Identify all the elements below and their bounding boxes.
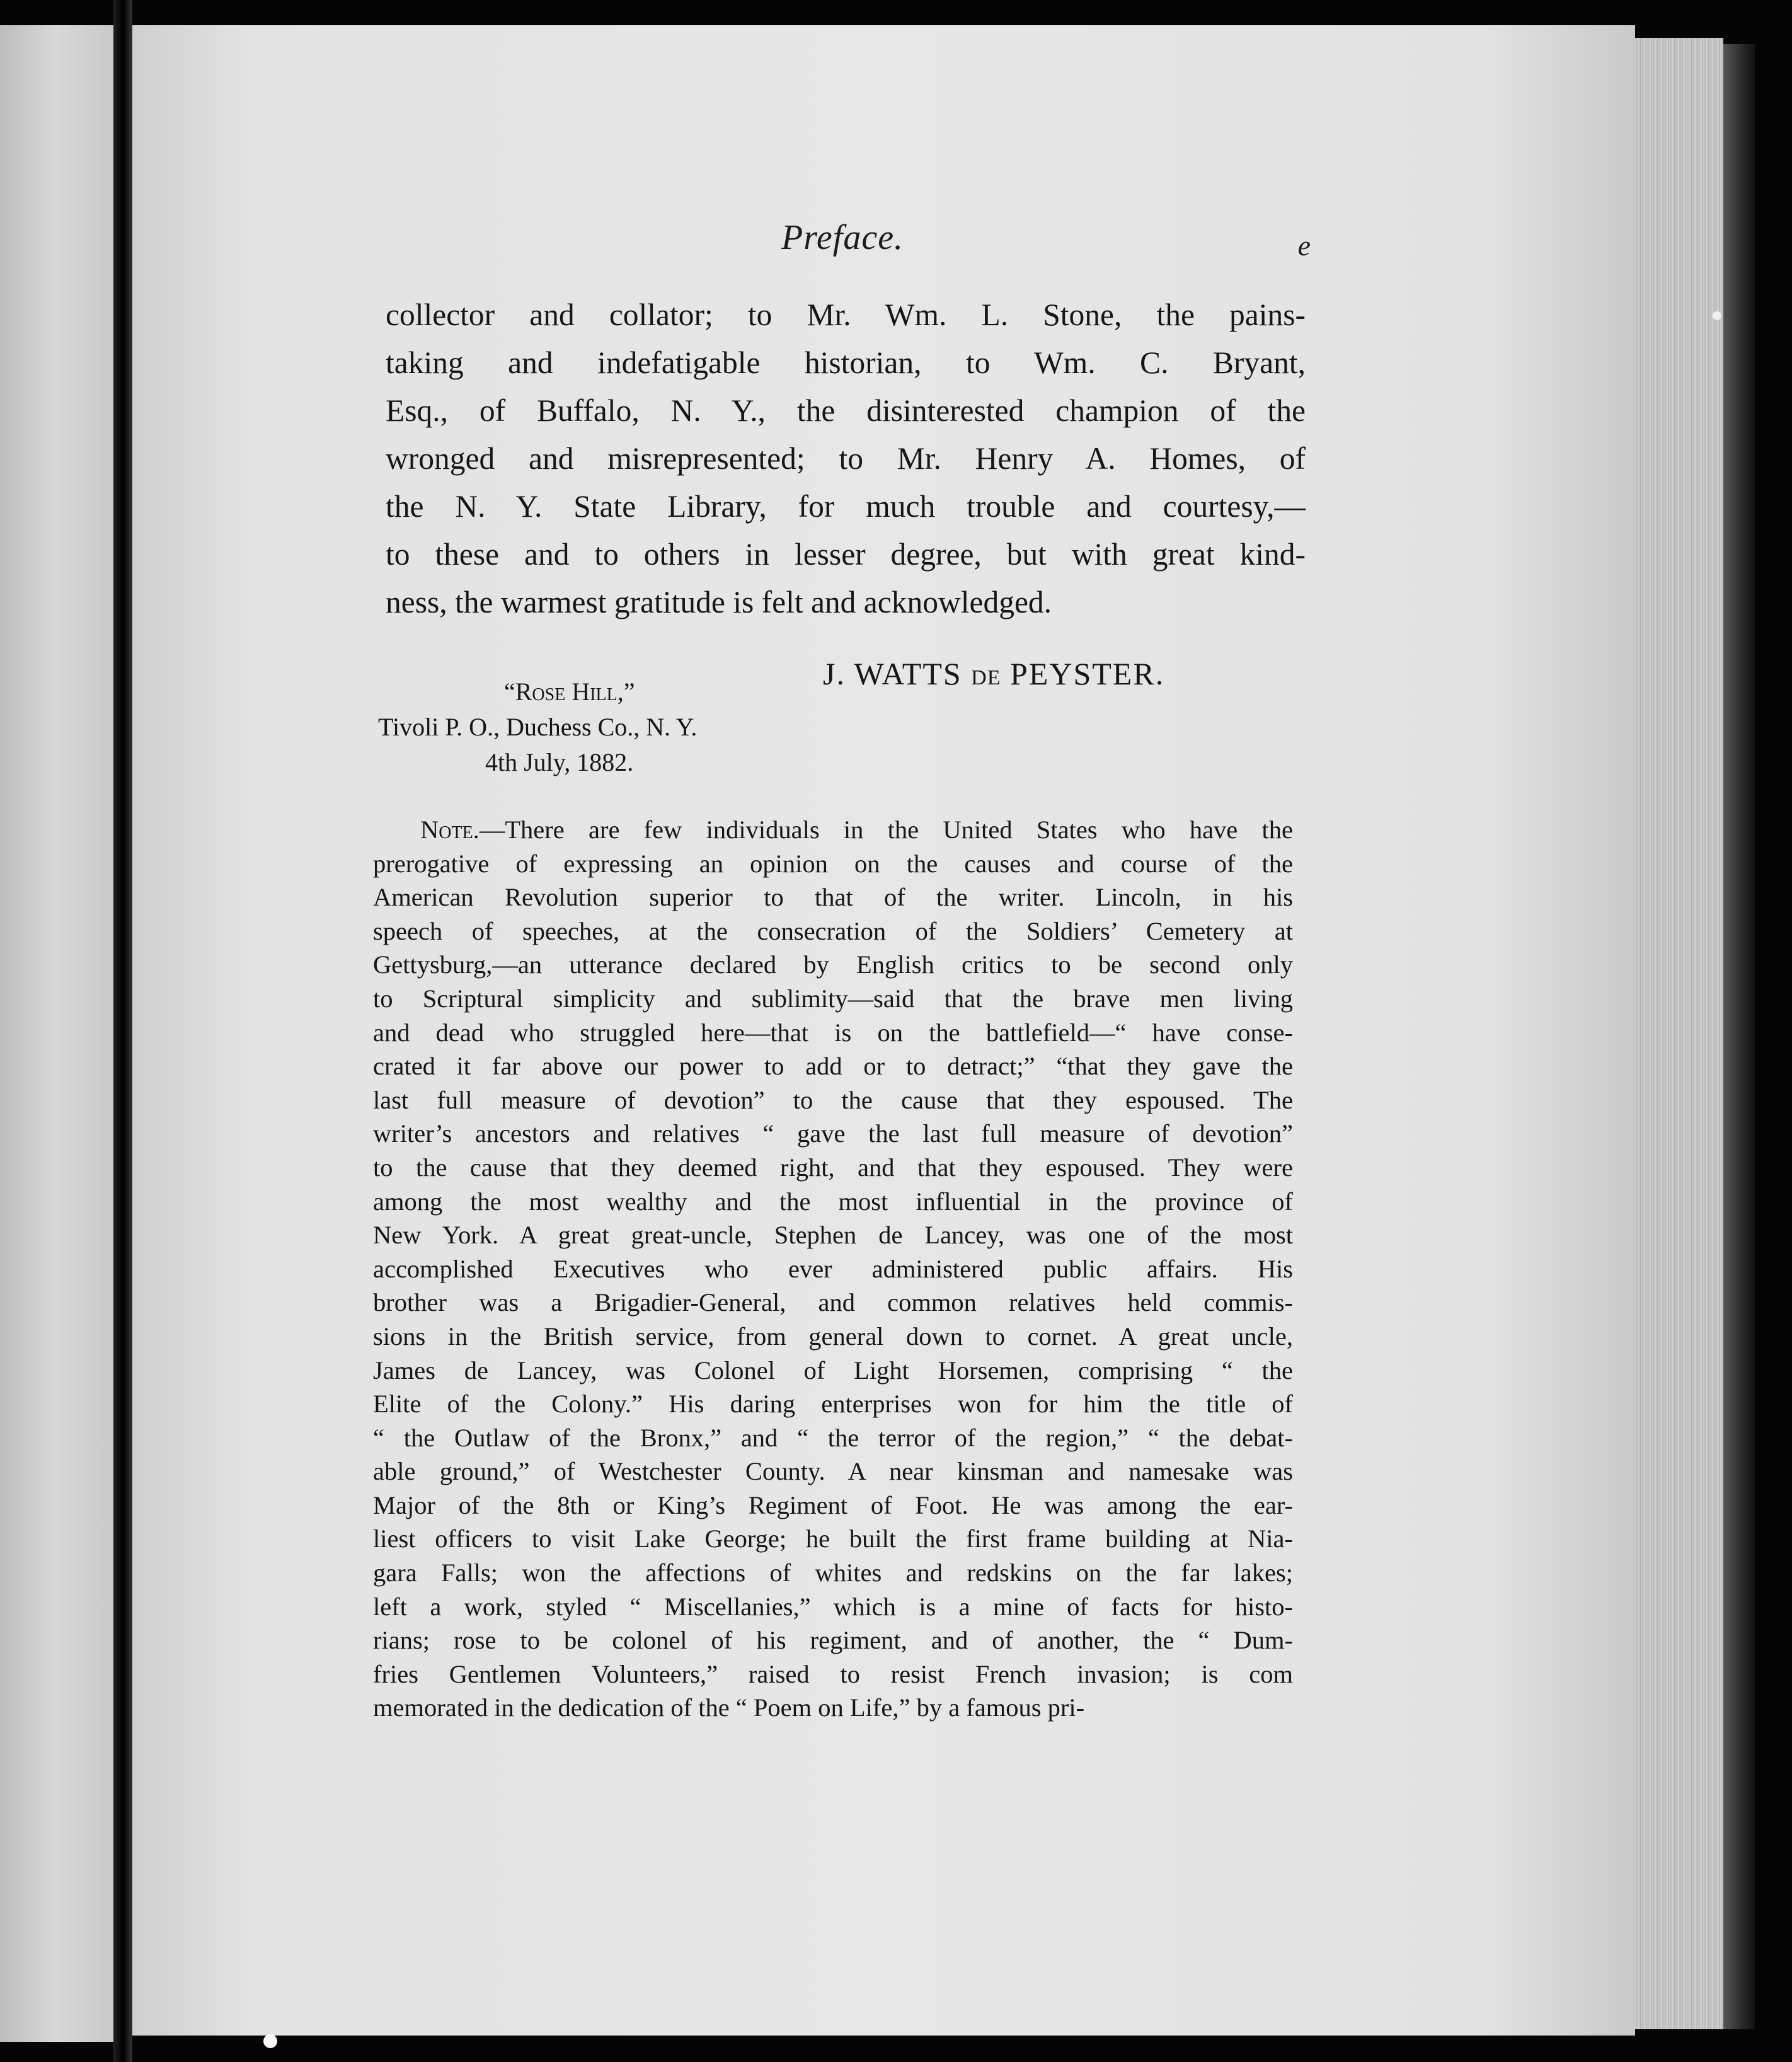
body-line: Esq., of Buffalo, N. Y., the disinterested champion of the xyxy=(386,393,1306,428)
note-line: left a work, styled “ Miscellanies,” which is a mine of facts for histo- xyxy=(373,1592,1293,1621)
footnote xyxy=(373,813,1293,1725)
signature-particle: DE xyxy=(971,666,1001,689)
book-cover-edge xyxy=(1723,44,1755,2029)
note-line xyxy=(373,813,1293,847)
signature-last: PEYSTER. xyxy=(1001,656,1165,691)
page-header xyxy=(378,217,1311,268)
note-line: speech of speeches, at the consecration of the Soldiers’ Cemetery at xyxy=(373,916,1293,945)
note-label: Note. xyxy=(420,815,480,844)
note-line: last full measure of devotion” to the cause that they espoused. The xyxy=(373,1085,1293,1114)
note-line: New York. A great great-uncle, Stephen de Lancey, was one of the most xyxy=(373,1221,1293,1250)
note-line: accomplished Executives who ever administered public affairs. His xyxy=(373,1254,1293,1283)
dust-speck xyxy=(1713,311,1721,320)
note-line: rians; rose to be colonel of his regiment, and of another, the “ Dum- xyxy=(373,1626,1293,1655)
note-line: liest officers to visit Lake George; he built the first frame building at Nia- xyxy=(373,1524,1293,1553)
body-line: ness, the warmest gratitude is felt and acknowledged. xyxy=(386,585,1052,619)
book-gutter xyxy=(113,0,132,2062)
note-line: gara Falls; won the affections of whites and redskins on the far lakes; xyxy=(373,1558,1293,1587)
note-line: brother was a Brigadier-General, and common relatives held commis- xyxy=(373,1288,1293,1317)
signature-first: J. WATTS xyxy=(823,656,972,691)
note-line: sions in the British service, from general down to cornet. A great uncle, xyxy=(373,1322,1293,1351)
previous-page-edge xyxy=(0,25,113,2042)
note-line: to Scriptural simplicity and sublimity—said that the brave men living xyxy=(373,984,1293,1013)
address-line-1: “Rose Hill,” xyxy=(504,677,635,706)
note-line: able ground,” of Westchester County. A near kinsman and namesake was xyxy=(373,1457,1293,1486)
note-line: Major of the 8th or King’s Regiment of Foot. He was among the ear- xyxy=(373,1490,1293,1519)
note-line: among the most wealthy and the most influential in the province of xyxy=(373,1187,1293,1216)
note-line: “ the Outlaw of the Bronx,” and “ the terror of the region,” “ the debat- xyxy=(373,1423,1293,1452)
body-line: collector and collator; to Mr. Wm. L. Stone, the pains- xyxy=(386,297,1306,332)
body-line: taking and indefatigable historian, to Wm. C. Bryant, xyxy=(386,345,1306,380)
note-line: fries Gentlemen Volunteers,” raised to resist French invasion; is com xyxy=(373,1659,1293,1688)
note-line: James de Lancey, was Colonel of Light Horsemen, comprising “ the xyxy=(373,1356,1293,1385)
note-line: crated it far above our power to add or to detract;” “that they gave the xyxy=(373,1052,1293,1081)
address-line-3: 4th July, 1882. xyxy=(485,748,634,776)
note-line: Gettysburg,—an utterance declared by English critics to be second only xyxy=(373,950,1293,979)
note-line: writer’s ancestors and relatives “ gave the last full measure of devotion” xyxy=(373,1119,1293,1148)
note-line: memorated in the dedication of the “ Poem on Life,” by a famous pri- xyxy=(373,1693,1085,1722)
author-signature xyxy=(823,655,1164,692)
note-line: American Revolution superior to that of the writer. Lincoln, in his xyxy=(373,883,1293,912)
body-line: the N. Y. State Library, for much trouble and courtesy,— xyxy=(386,489,1306,524)
body-line: wronged and misrepresented; to Mr. Henry A. Homes, of xyxy=(386,441,1306,476)
note-line: Elite of the Colony.” His daring enterprises won for him the title of xyxy=(373,1390,1293,1419)
address-line-2: Tivoli P. O., Duchess Co., N. Y. xyxy=(378,713,698,741)
body-line: to these and to others in lesser degree, but with great kind- xyxy=(386,537,1306,572)
page-stack-edges xyxy=(1635,38,1723,2029)
note-line: prerogative of expressing an opinion on the causes and course of the xyxy=(373,849,1293,878)
body-paragraph xyxy=(386,291,1306,626)
note-line-text: —There are few individuals in the United States who have the xyxy=(479,815,1293,844)
page-mark: e xyxy=(1297,229,1311,262)
running-head: Preface. xyxy=(781,218,904,257)
dust-speck xyxy=(263,2034,277,2048)
note-line: and dead who struggled here—that is on the battlefield—“ have conse- xyxy=(373,1018,1293,1047)
note-line: to the cause that they deemed right, and that they espoused. They were xyxy=(373,1153,1293,1182)
dateline-address xyxy=(378,674,697,780)
